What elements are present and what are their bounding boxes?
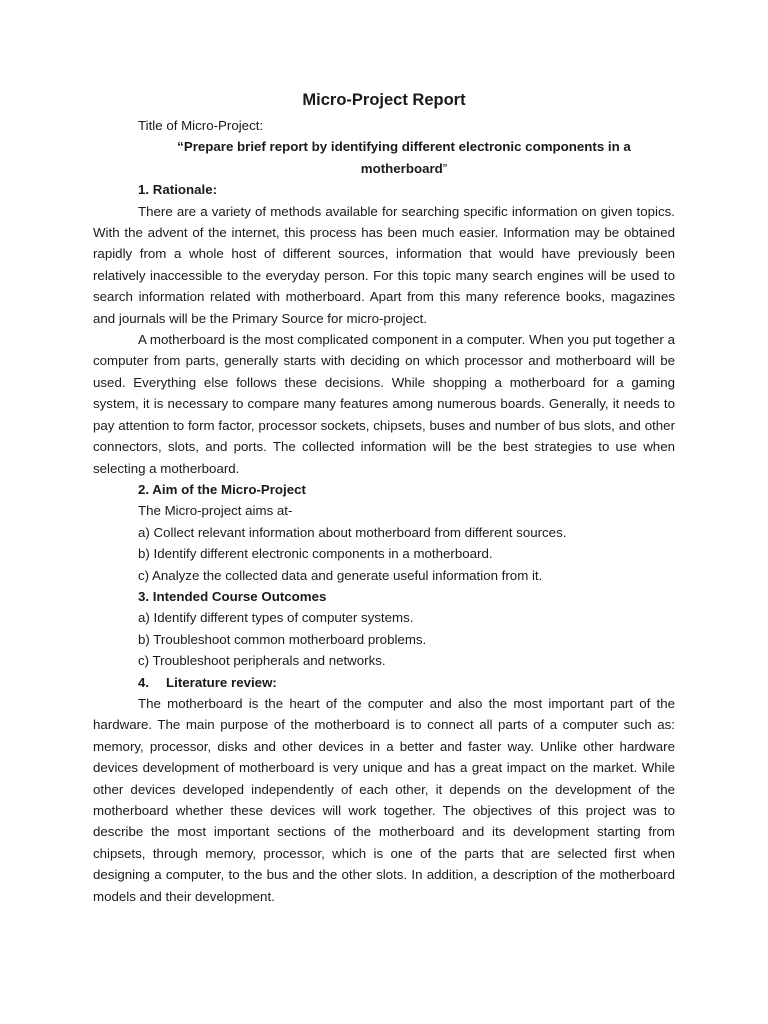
rationale-heading: 1. Rationale: bbox=[138, 182, 218, 198]
project-title bbox=[93, 136, 675, 179]
outcomes-heading: 3. Intended Course Outcomes bbox=[138, 588, 327, 604]
project-title-line-2 bbox=[133, 158, 675, 179]
literature-heading bbox=[93, 672, 675, 693]
project-title-label: Title of Micro-Project: bbox=[138, 118, 264, 133]
outcome-item-c: c) Troubleshoot peripherals and networks. bbox=[138, 653, 386, 669]
project-title-line-2-end: ” bbox=[442, 160, 448, 176]
aim-item-a: a) Collect relevant information about motherboard from different sources. bbox=[138, 524, 567, 540]
rationale-paragraph-1: There are a variety of methods available for searching specific information on given topics. With the advent of the internet, this process has been much easier. Information may be obtained rapidly from a whole host of different sources, information that would have previously been relatively inaccessible to the everyday person. For this topic many search engines will be used to search information related with motherboard. Apart from this many reference books, magazines and journals will be the Primary Source for micro-project. bbox=[93, 203, 675, 326]
project-title-line-2-bold: motherboard bbox=[360, 160, 443, 176]
document-page bbox=[93, 88, 675, 907]
project-title-line-1: “Prepare brief report by identifying different electronic components in a bbox=[177, 139, 631, 155]
aim-heading: 2. Aim of the Micro-Project bbox=[138, 481, 306, 497]
literature-heading-number: 4. bbox=[138, 674, 150, 690]
literature-heading-text: Literature review: bbox=[166, 674, 277, 690]
literature-paragraph-1: The motherboard is the heart of the computer and also the most important part of the hardware. The main purpose of the motherboard is to connect all parts of a computer such as: memory, processor, disks and other devices in a better and faster way. Unlike other hardware devices development of motherboard is very unique and has a great impact on the market. While other devices developed independently of each other, it depends on the development of the motherboard whether these devices will work together. The objectives of this project was to describe the most important sections of the motherboard and its development starting from chipsets, through memory, processor, which is one of the parts that are selected first when designing a computer, to the bus and the other slots. In addition, a description of the motherboard models and their development. bbox=[93, 695, 675, 904]
outcome-item-b: b) Troubleshoot common motherboard problems. bbox=[138, 631, 427, 647]
aim-item-c: c) Analyze the collected data and generate useful information from it. bbox=[138, 567, 543, 583]
aim-item-b: b) Identify different electronic components in a motherboard. bbox=[138, 546, 493, 562]
outcome-item-a: a) Identify different types of computer systems. bbox=[138, 610, 414, 626]
document-title: Micro-Project Report bbox=[302, 91, 466, 109]
rationale-paragraph-2: A motherboard is the most complicated component in a computer. When you put together a computer from parts, generally starts with deciding on which processor and motherboard will be used. Everything else follows these decisions. While shopping a motherboard for a gaming system, it is necessary to compare many features among numerous boards. Generally, it needs to pay attention to form factor, processor sockets, chipsets, buses and number of bus slots, and other connectors, slots, and ports. The collected information will be the best strategies to use when selecting a motherboard. bbox=[93, 332, 675, 476]
aim-intro: The Micro-project aims at- bbox=[138, 503, 293, 519]
